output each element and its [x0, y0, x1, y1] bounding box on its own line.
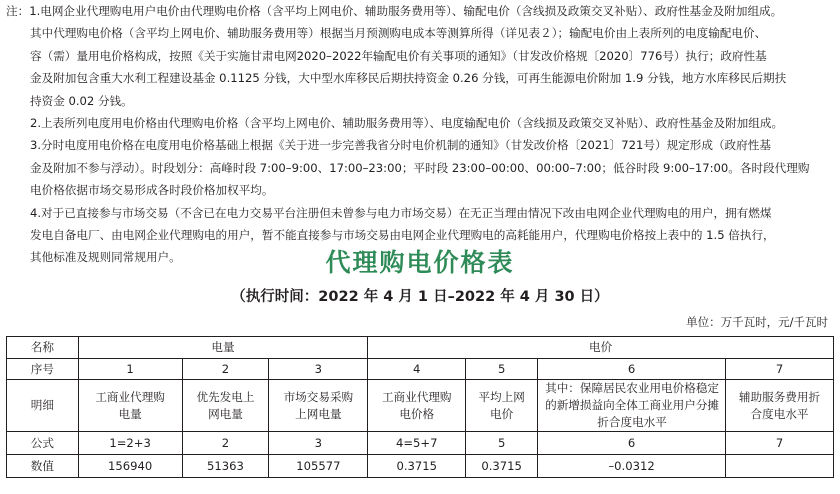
table-row	[7, 455, 834, 478]
row-label-formula: 公式	[7, 432, 79, 455]
note-line: 3.分时电度用电价格在电度用电价格基础上根据《关于进一步完善我省分时电价机制的通知》（甘发改价格〔2021〕721号）规定形成（政府性基	[30, 138, 771, 153]
table-cell	[726, 380, 834, 432]
table-cell: 1	[78, 359, 182, 380]
group-header-price: 电价	[368, 337, 834, 359]
table-cell: 4	[368, 359, 466, 380]
price-table	[6, 336, 834, 478]
table-cell: 4=5+7	[368, 432, 466, 455]
note-line: 持资金 0.02 分钱。	[30, 93, 133, 108]
cell-text: 优先发电上网电量	[196, 389, 255, 421]
table-cell: 7	[726, 432, 834, 455]
table-cell	[269, 380, 368, 432]
table-row	[7, 432, 834, 455]
cell-text: 其中：保障居民农业用电价格稳定的新增损益向全体工商业用户分摊折合度电水平	[545, 381, 720, 429]
table-cell	[466, 380, 538, 432]
note-line: 2.上表所列电度用电价格由代理购电价格（含平均上网电价、辅助服务费用等）、电度输配电价（含线损及政策交叉补贴）、政府性基金及附加组成。	[30, 116, 784, 131]
table-cell: 7	[726, 359, 834, 380]
table-cell: 2	[182, 359, 269, 380]
cell-text: 辅助服务费用折合度电水平	[738, 389, 821, 421]
row-label-value: 数值	[7, 455, 79, 478]
note-line: 金及附加不参与浮动）。时段划分：高峰时段 7:00–9:00、17:00–23:00；平时段 23:00–00:00、00:00–7:00；低谷时段 9:00–17:00。各时段代理购	[30, 160, 810, 175]
note-line: 电价格依据市场交易形成各时段价格加权平均。	[30, 183, 274, 198]
table-cell: 3	[269, 359, 368, 380]
table-cell: 2	[182, 432, 269, 455]
table-cell	[182, 380, 269, 432]
notes-section	[6, 0, 834, 269]
table-cell	[726, 455, 834, 478]
note-line: 发电自备电厂、由电网企业代理购电的用户，暂不能直接参与市场交易由电网企业代理购电的高耗能用户，代理购电价格按上表中的 1.5 倍执行，	[30, 228, 775, 243]
table-cell: 5	[466, 359, 538, 380]
execution-period: （执行时间：2022 年 4 月 1 日–2022 年 4 月 30 日）	[231, 289, 609, 305]
group-header-electricity: 电量	[78, 337, 368, 359]
cell-text: 市场交易采购上网电量	[283, 389, 354, 421]
row-label-seq: 序号	[7, 359, 79, 380]
unit-label: 单位：万千瓦时，元/千瓦时	[686, 315, 828, 329]
table-cell	[368, 380, 466, 432]
note-line: 注：1.电网企业代理购电用户电价由代理购电价格（含平均上网电价、辅助服务费用等）、输配电价（含线损及政策交叉补贴）、政府性基金及附加组成。	[6, 4, 783, 18]
table-cell: 6	[538, 359, 726, 380]
row-label-detail: 明细	[7, 380, 79, 432]
note-line: 其中代理购电价格（含平均上网电价、辅助服务费用等）根据当月预测购电成本等测算所得（详见表２）；输配电价由上表所列的电度输配电价、	[30, 26, 767, 41]
note-line: 容（需）量用电价格构成，按照《关于实施甘肃电网2020–2022年输配电价有关事项的通知》（甘发改价格规〔2020〕776号）执行；政府性基	[30, 48, 767, 63]
table-cell: 5	[466, 432, 538, 455]
table-cell: 0.3715	[368, 455, 466, 478]
table-cell	[78, 380, 182, 432]
table-cell	[538, 380, 726, 432]
table-cell: 3	[269, 432, 368, 455]
table-row	[7, 359, 834, 380]
cell-text: 工商业代理购电量	[95, 389, 165, 421]
table-cell: 156940	[78, 455, 182, 478]
table-cell: 1=2+3	[78, 432, 182, 455]
table-cell: 105577	[269, 455, 368, 478]
note-line: 其他标准及规则同常规用户。	[30, 250, 181, 265]
table-cell: 6	[538, 432, 726, 455]
note-line: 4.对于已直接参与市场交易（不含已在电力交易平台注册但未曾参与电力市场交易）在无正当理由情况下改由电网企业代理购电的用户，拥有燃煤	[30, 205, 772, 220]
page-title: 代理购电价格表	[325, 248, 515, 277]
table-cell: –0.0312	[538, 455, 726, 478]
row-label-name: 名称	[7, 337, 79, 359]
cell-text: 工商业代理购电价格	[381, 389, 452, 421]
cell-text: 平均上网电价	[478, 389, 525, 421]
table-row	[7, 380, 834, 432]
note-line: 金及附加包含重大水利工程建设基金 0.1125 分钱，大中型水库移民后期扶持资金 0.26 分钱，可再生能源电价附加 1.9 分钱，地方水库移民后期扶	[30, 71, 787, 86]
table-row	[7, 337, 834, 359]
table-cell: 0.3715	[466, 455, 538, 478]
table-cell: 51363	[182, 455, 269, 478]
